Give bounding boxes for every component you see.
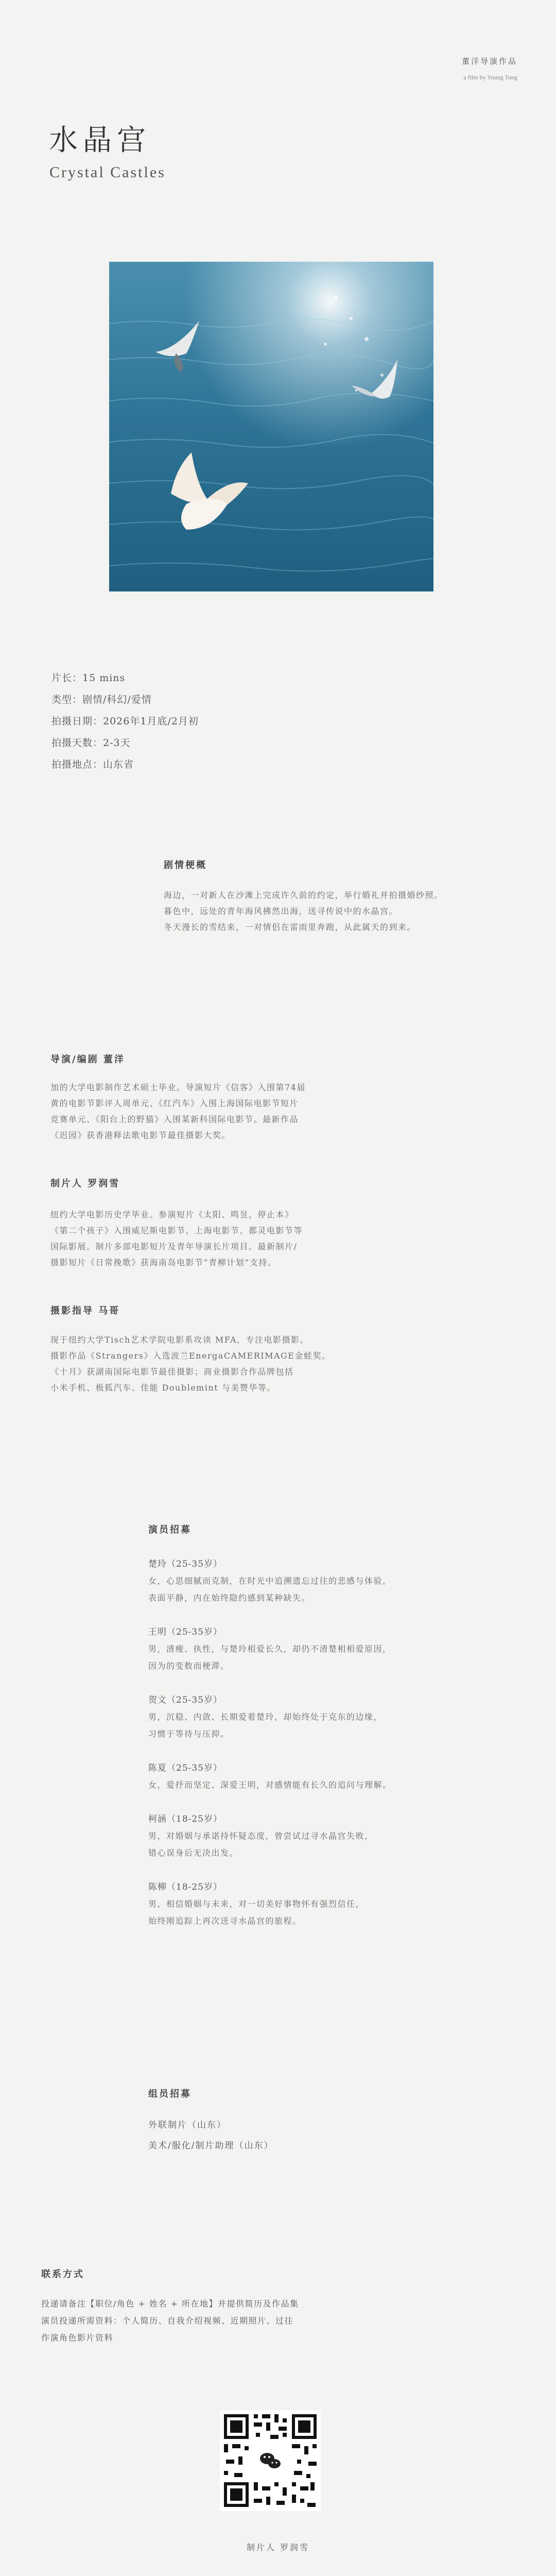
role-name: 贺文（25-35岁） [148,1695,223,1705]
role-name: 楚玲（25-35岁） [148,1559,223,1569]
info-genre: 类型：剧情/科幻/爱情 [51,694,152,705]
role-desc-line: 男，沉稳、内敛、长期爱着楚玲，却始终处于克东的边缘， [148,1712,383,1722]
role-name: 陈柳（18-25岁） [148,1882,223,1892]
bio-line: 国际影展。制片多部电影短片及青年导演长片项目。最新制片/ [50,1242,298,1251]
role-item [148,1811,509,1861]
wechat-qr-code[interactable] [220,2410,321,2511]
synopsis-title: 剧情梗概 [164,860,207,871]
role-desc [148,1895,509,1929]
role-desc-line: 男，相信婚姻与未来，对一切美好事物怀有强烈信任， [148,1899,365,1909]
film-info-list [51,667,199,775]
synopsis-line: 暮色中，远处的青年海风拂然出海，送寻传说中的水晶宫。 [164,906,398,916]
role-item [148,1692,509,1742]
cast-title: 演员招募 [148,1524,192,1535]
producer-title: 制片人 罗润雪 [50,1178,120,1189]
bio-line: 《迟园》获香港释法歌电影节最佳摄影大奖。 [50,1130,231,1140]
info-shoot-date: 拍摄日期：2026年1月底/2月初 [51,716,199,727]
qr-code-icon [220,2410,321,2511]
page-title: 水晶宫 [49,124,151,157]
crew-list [148,2115,273,2156]
bio-line: 现于纽约大学Tisch艺术学院电影系攻读 MFA，专注电影摄影。 [50,1335,309,1345]
role-name: 陈夏（25-35岁） [148,1763,223,1773]
bio-line: 纽约大学电影历史学毕业。参演短片《太阳、鸣昱，停止本》 [50,1210,294,1219]
info-shoot-days: 拍摄天数：2-3天 [51,737,131,749]
synopsis-line: 海边，一对新人在沙滩上完成许久前的约定，举行婚礼并拍摄婚纱照。 [164,890,443,900]
role-desc-line: 女，爱抒而坚定、深爱王明，对感情能有长久的追问与理解。 [148,1780,392,1790]
crew-title: 组员招募 [148,2089,192,2099]
qr-caption: 制片人 罗润雪 [246,2543,310,2552]
role-desc [148,1640,509,1674]
role-desc [148,1572,509,1606]
role-desc-line: 错心误身后无决出发。 [148,1848,239,1858]
contact-text [41,2295,412,2346]
role-desc-line: 习惯于等待与压抑。 [148,1729,230,1739]
bio-line: 加的大学电影制作艺术硕士毕业。导演短片《信客》入围第74届 [50,1082,306,1092]
role-item [148,1879,509,1929]
role-name: 王明（25-35岁） [148,1627,223,1637]
role-item [148,1556,509,1606]
synopsis-text [164,887,534,935]
role-desc [148,1827,509,1861]
bio-line: 黄的电影节影评人周单元、《红汽车》入围上海国际电影节短片 [50,1098,299,1108]
contact-line: 演员投递所需资料：个人简历、自我介绍视频、近期照片、过往 [41,2316,294,2326]
contact-title: 联系方式 [41,2269,84,2280]
sea-gulls-illustration [109,262,433,591]
synopsis-line: 冬天漫长的雪结来，一对情侣在雷雨里奔跑，从此属天的到来。 [164,922,416,932]
contact-line: 作演角色影片资料 [41,2333,114,2343]
role-desc-line: 始终刚追踪上再次送寻水晶宫的旅程。 [148,1916,302,1926]
role-item [148,1624,509,1674]
role-desc-line: 男，对婚姻与承诺持怀疑态度，曾尝试过寻水晶宫失败， [148,1831,374,1841]
role-desc-line: 因为的变数而梗滞。 [148,1661,230,1671]
dp-bio [50,1332,411,1396]
crew-item: 外联制片（山东） [148,2120,227,2130]
role-desc [148,1776,509,1793]
hero-image [109,262,433,591]
credit-en: a film by Young Tong [463,74,517,81]
bio-line: 小米手机、极狐汽车、佳能 Doublemint 与美赞华等。 [50,1383,276,1393]
director-bio [50,1079,411,1143]
cast-list [148,1556,509,1947]
director-title: 导演/编剧 董洋 [50,1054,125,1065]
info-duration: 片长：15 mins [51,672,126,684]
bio-line: 《第二个孩子》入围威尼斯电影节、上海电影节、都灵电影节等 [50,1226,303,1235]
role-desc-line: 女，心思细腻而克制，在时光中追溯遗忘过往的悲感与体验， [148,1576,392,1586]
role-desc-line: 男，清瘦、执性，与楚玲相爱长久，却仍不清楚相相爱原因， [148,1644,392,1654]
dp-title: 摄影指导 马哥 [50,1306,120,1316]
top-credit [462,56,517,81]
contact-line: 投递请备注【职位/角色 + 姓名 + 所在地】并提供简历及作品集 [41,2299,299,2309]
bio-line: 摄影作品《Strangers》入选波兰EnergaCAMERIMAGE金蛙奖。 [50,1351,331,1361]
role-desc-line: 表面平静，内在始终隐约感到某种缺失。 [148,1593,311,1603]
crew-item: 美术/服化/制片助理（山东） [148,2141,274,2151]
role-name: 柯涵（18-25岁） [148,1814,223,1824]
role-desc [148,1708,509,1742]
page-subtitle: Crystal Castles [49,164,166,181]
producer-bio [50,1207,411,1270]
bio-line: 摄影短片《日常挽歌》获海南岛电影节“青柳计划”支持。 [50,1258,277,1267]
bio-line: 竞赛单元、《阳台上的野猫》入围某新科国际电影节。最新作品 [50,1114,299,1124]
credit-cn: 董洋导演作品 [461,57,517,66]
info-location: 拍摄地点：山东省 [51,759,134,770]
role-item [148,1760,509,1793]
bio-line: 《十月》获湖南国际电影节最佳摄影；商业摄影合作品牌包括 [50,1367,294,1377]
